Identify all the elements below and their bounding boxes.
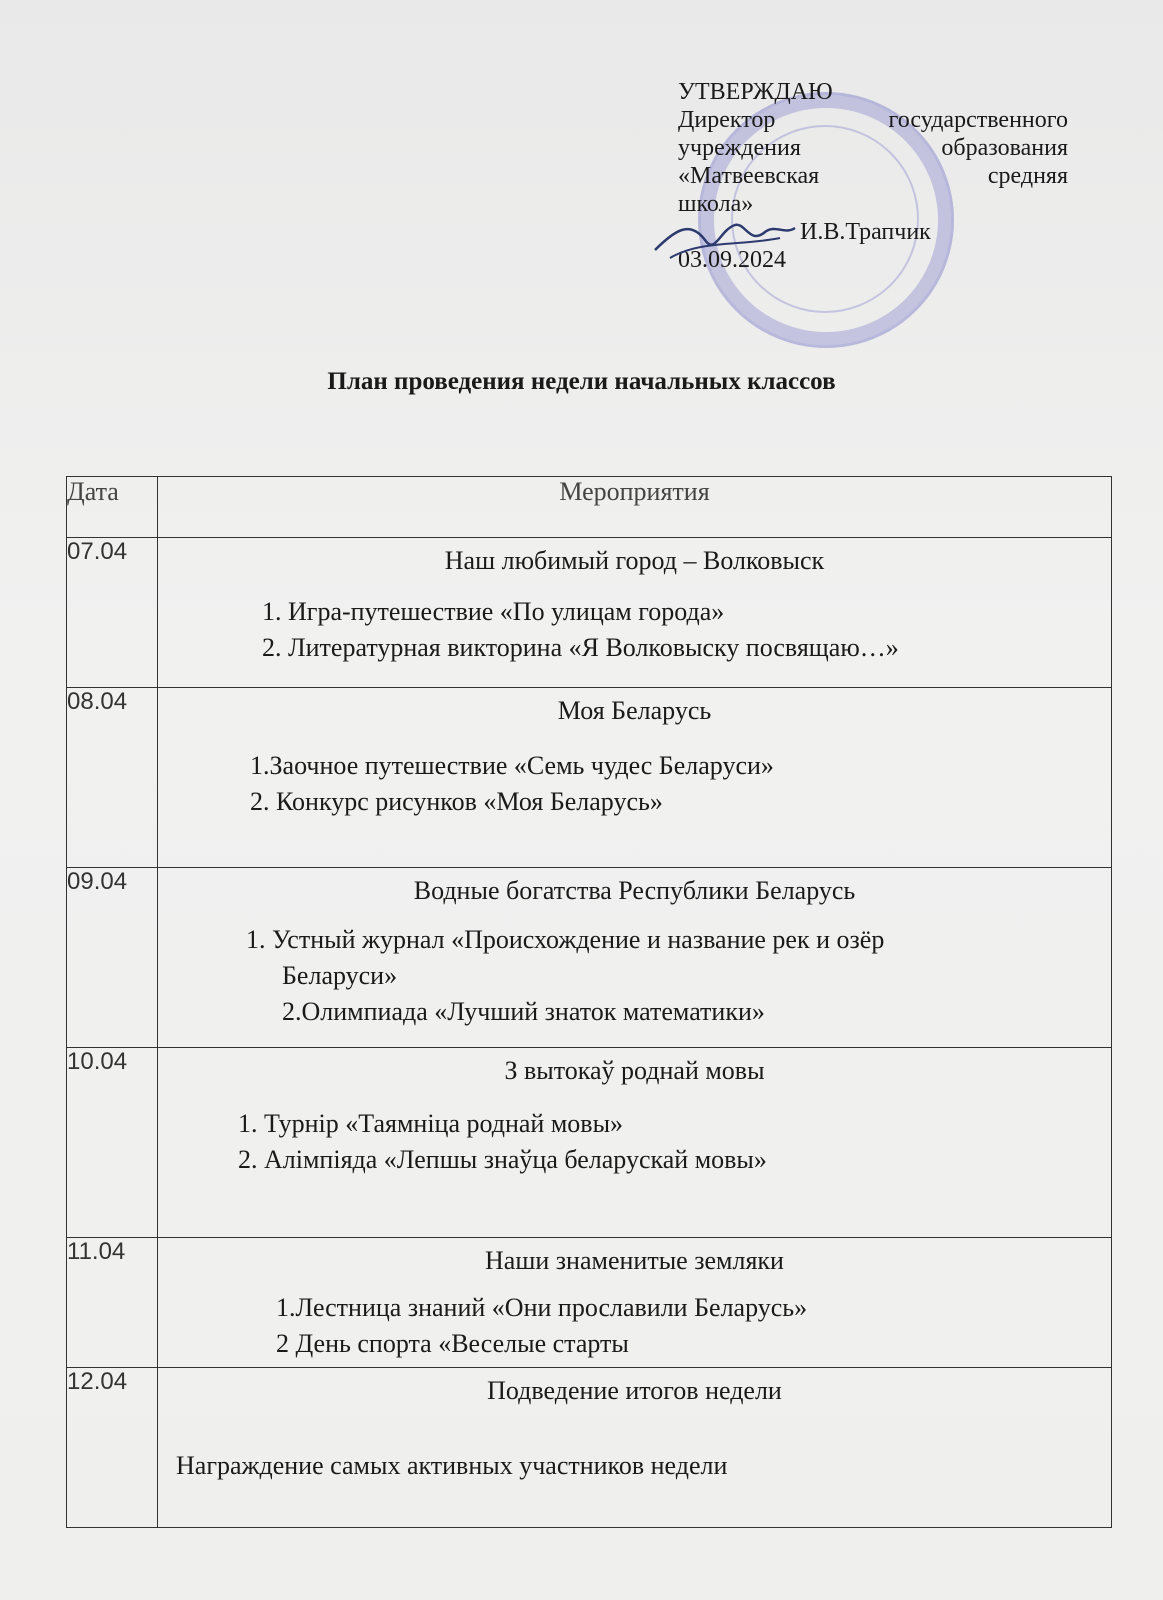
row-date: 11.04 xyxy=(67,1238,158,1368)
row-events xyxy=(158,1048,1112,1238)
list-item: 1.Лестница знаний «Они прославили Беларусь» xyxy=(276,1293,808,1322)
list-item: 2. Алімпіяда «Лепшы знаўца беларускай мовы» xyxy=(238,1145,767,1174)
list-item: 2. Литературная викторина «Я Волковыску посвящаю…» xyxy=(262,633,899,662)
approval-text: школа» xyxy=(678,191,754,217)
approval-text: средняя xyxy=(987,163,1068,189)
table-row xyxy=(67,1238,1112,1368)
list-item: 2 День спорта «Веселые старты xyxy=(276,1329,629,1358)
header-events: Мероприятия xyxy=(158,477,1112,538)
list-item: 2. Конкурс рисунков «Моя Беларусь» xyxy=(250,787,663,816)
list-item: 1. Устный журнал «Происхождение и название рек и озёр xyxy=(246,925,885,954)
row-events xyxy=(158,1238,1112,1368)
approval-text: Директор xyxy=(678,107,776,133)
row-theme: Наш любимый город – Волковыск xyxy=(444,546,825,575)
document-title: План проведения недели начальных классов xyxy=(327,368,836,395)
events-table xyxy=(66,476,1112,1528)
table-row xyxy=(67,538,1112,688)
list-item: 1.Заочное путешествие «Семь чудес Беларуси» xyxy=(250,751,774,780)
list-item: 1. Игра-путешествие «По улицам города» xyxy=(262,597,725,626)
row-theme: З вытокаў роднай мовы xyxy=(504,1056,765,1085)
list-item: Беларуси» xyxy=(282,961,398,990)
row-theme: Наши знаменитые земляки xyxy=(485,1246,784,1275)
list-item: Награждение самых активных участников недели xyxy=(176,1451,728,1480)
approval-text: «Матвеевская xyxy=(678,163,820,189)
row-date: 07.04 xyxy=(67,538,158,688)
approval-text: учреждения xyxy=(678,135,801,161)
row-date: 08.04 xyxy=(67,688,158,868)
signer-name: И.В.Трапчик xyxy=(800,219,931,245)
row-events xyxy=(158,688,1112,868)
approval-text: государственного xyxy=(888,107,1068,133)
table-row xyxy=(67,868,1112,1048)
signature-icon xyxy=(650,210,800,270)
row-events xyxy=(158,1368,1112,1528)
table-header-row xyxy=(67,477,1112,538)
list-item: 1. Турнір «Таямніца роднай мовы» xyxy=(238,1109,624,1138)
approval-heading: УТВЕРЖДАЮ xyxy=(678,79,833,105)
row-theme: Водные богатства Республики Беларусь xyxy=(413,876,856,905)
row-date: 10.04 xyxy=(67,1048,158,1238)
approval-date: 03.09.2024 xyxy=(678,247,786,273)
row-events xyxy=(158,868,1112,1048)
row-theme: Моя Беларусь xyxy=(557,696,712,725)
header-date: Дата xyxy=(67,477,158,538)
table-row xyxy=(67,1048,1112,1238)
table-row xyxy=(67,688,1112,868)
row-events xyxy=(158,538,1112,688)
row-date: 12.04 xyxy=(67,1368,158,1528)
approval-text: образования xyxy=(941,135,1068,161)
row-date: 09.04 xyxy=(67,868,158,1048)
row-theme: Подведение итогов недели xyxy=(487,1376,782,1405)
list-item: 2.Олимпиада «Лучший знаток математики» xyxy=(282,997,765,1026)
table-row xyxy=(67,1368,1112,1528)
